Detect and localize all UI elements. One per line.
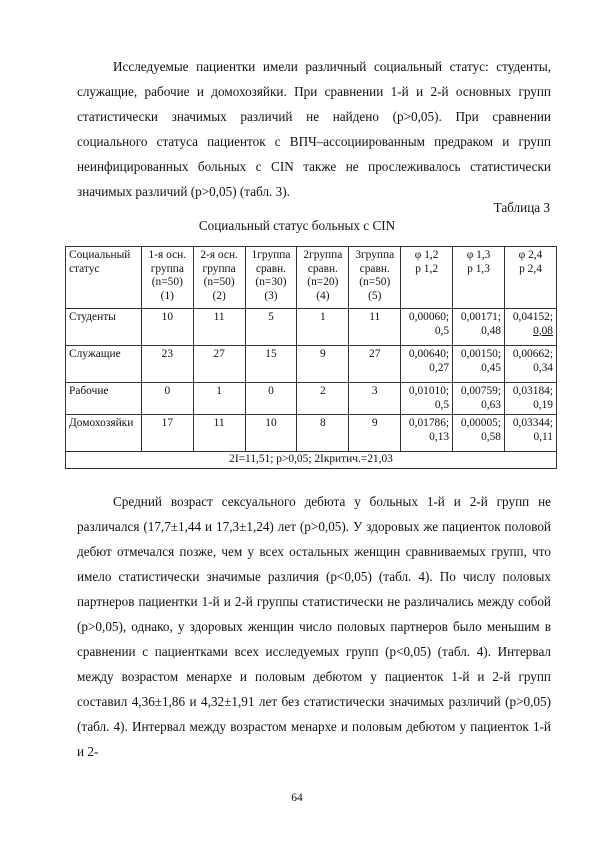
p-value: 0,45 (481, 361, 501, 374)
value-cell (349, 383, 401, 415)
table-row (66, 346, 557, 383)
phi-value: 0,00150; (460, 348, 501, 360)
header-line: (n=50) (151, 276, 183, 289)
page-number: 64 (291, 792, 303, 804)
value-cell (141, 383, 193, 415)
row-label-cell (66, 346, 142, 383)
value-cell (193, 415, 245, 452)
header-line: сравн. (255, 262, 287, 275)
value: 2 (320, 385, 326, 397)
p-value: 0,08 (533, 324, 553, 337)
value: 27 (213, 348, 225, 360)
header-line: 2группа (303, 249, 343, 261)
value-cell (193, 346, 245, 383)
table-footer-cell (66, 452, 557, 469)
phi-value: 0,01786; (408, 417, 450, 430)
header-line: сравн. (359, 262, 390, 275)
header-line: р 1,3 (467, 262, 490, 275)
value-cell (297, 309, 349, 346)
value-cell (245, 383, 297, 415)
phi-cell (505, 346, 557, 383)
phi-value: 0,00060; (408, 311, 450, 323)
value-cell (245, 309, 297, 346)
header-line: (3) (264, 289, 278, 302)
p-value: 0,19 (533, 398, 553, 411)
phi-cell (453, 346, 505, 383)
row-label: Рабочие (69, 385, 109, 397)
phi-cell (505, 383, 557, 415)
header-line: (n=50) (359, 276, 391, 289)
phi-cell (401, 309, 453, 346)
phi-value: 0,00759; (460, 385, 501, 397)
paragraph-age (77, 489, 551, 764)
value: 9 (320, 348, 326, 360)
header-line: сравн. (307, 262, 338, 275)
table-row (66, 309, 557, 346)
table-caption: Социальный статус больных с CIN (198, 218, 396, 233)
paragraph-intro-text: Исследуемые пациентки имели различный социальный статус: студенты, служащие, рабочие и домохозяйки. При сравнении 1-й и 2-й основных групп статистически значимых различий не найдено (р>0,05). При сравнении социального статуса пациенток с ВПЧ–ассоциированным предраком и групп неинфицированных больных с CIN также не прослеживалось статистически значимых различий (р>0,05) (табл. 3). (77, 59, 551, 199)
header-line: р 2,4 (519, 262, 542, 275)
phi-cell (505, 415, 557, 452)
phi-value: 0,03184; (512, 385, 553, 397)
table-header-row (66, 247, 557, 309)
row-label: Студенты (69, 311, 116, 323)
p-value: 0,34 (533, 361, 553, 374)
value: 1 (320, 311, 326, 323)
value-cell (349, 309, 401, 346)
row-label-cell (66, 309, 142, 346)
value: 27 (369, 348, 381, 360)
header-line: (2) (212, 289, 226, 302)
paragraph-age-text: Средний возраст сексуального дебюта у больных 1-й и 2-й групп не различался (17,7±1,44 и 17,3±1,24) лет (р>0,05). У здоровых же пациенток половой дебют отмечался позже, чем у всех остальных женщин сравниваемых групп, что имело статистически значимые различия (р<0,05) (табл. 4). По числу половых партнеров пациентки 1-й и 2-й группы статистически не различались между собой (р>0,05), однако, у здоровых женщин число половых партнеров было меньшим в сравнении с пациентками всех исследуемых групп (р<0,05) (табл. 4). Интервал между возрастом менархе и половым дебютом у пациенток 1-й и 2-й групп составил 4,36±1,86 и 4,32±1,91 лет без статистически значимых различий (р>0,05) (табл. 4). Интервал между возрастом менархе и половым дебютом у пациенток 1-й и 2- (77, 494, 551, 759)
value-cell (297, 346, 349, 383)
phi-cell (453, 415, 505, 452)
header-line: φ 1,3 (466, 249, 491, 261)
value: 3 (371, 385, 378, 397)
value: 0 (164, 385, 171, 397)
header-cell (297, 247, 349, 309)
row-label-cell (66, 383, 142, 415)
p-value: 0,63 (481, 398, 501, 411)
value: 0 (268, 385, 274, 397)
p-value: 0,5 (434, 398, 450, 411)
header-line: φ 2,4 (518, 249, 543, 261)
value: 1 (216, 385, 222, 397)
header-line: 3группа (355, 249, 395, 261)
paragraph-intro (77, 54, 551, 204)
phi-cell (401, 346, 453, 383)
header-cell (453, 247, 505, 309)
value: 11 (369, 311, 381, 323)
header-line: (5) (368, 289, 382, 302)
header-line: 1-я осн. (148, 249, 187, 261)
table-row (66, 415, 557, 452)
header-cell (245, 247, 297, 309)
header-cell (505, 247, 557, 309)
value: 15 (265, 348, 277, 360)
header-cell (193, 247, 245, 309)
value-cell (141, 309, 193, 346)
header-cell (401, 247, 453, 309)
phi-value: 0,00640; (408, 348, 450, 360)
p-value: 0,11 (533, 430, 553, 443)
p-value: 0,58 (481, 430, 501, 443)
header-line: р 1,2 (415, 262, 439, 275)
header-line: (n=50) (203, 276, 235, 289)
phi-value: 0,00171; (460, 311, 501, 323)
value: 11 (213, 417, 225, 430)
header-line: (n=30) (255, 276, 287, 289)
header-line: группа (202, 262, 236, 275)
value-cell (193, 383, 245, 415)
value-cell (141, 415, 193, 452)
table-footer-text: 2I=11,51; р>0,05; 2Iкритич.=21,03 (229, 453, 393, 466)
value: 5 (268, 311, 274, 323)
header-line: (4) (316, 289, 330, 302)
row-label-cell (66, 415, 142, 452)
value: 23 (161, 348, 174, 360)
header-cell (349, 247, 401, 309)
value-cell (141, 346, 193, 383)
value-cell (297, 415, 349, 452)
header-cell (141, 247, 193, 309)
value-cell (245, 346, 297, 383)
p-value: 0,5 (434, 324, 450, 337)
phi-cell (401, 415, 453, 452)
p-value: 0,48 (481, 324, 501, 337)
social-status-table (65, 246, 557, 469)
phi-value: 0,01010; (408, 385, 450, 397)
value: 10 (265, 417, 277, 430)
p-value: 0,13 (429, 430, 450, 443)
phi-cell (401, 383, 453, 415)
phi-value: 0,03344; (512, 417, 553, 430)
phi-cell (505, 309, 557, 346)
table-footer-row (66, 452, 557, 469)
value-cell (349, 415, 401, 452)
header-line: статус (69, 262, 100, 275)
header-cell (66, 247, 142, 309)
phi-cell (453, 309, 505, 346)
value: 9 (371, 417, 378, 430)
header-line: (n=20) (307, 276, 339, 289)
header-line: Социальный (69, 249, 131, 261)
p-value: 0,27 (429, 361, 450, 374)
header-line: φ 1,2 (414, 249, 439, 261)
value: 17 (161, 417, 174, 430)
header-line: 1группа (251, 249, 291, 261)
value-cell (193, 309, 245, 346)
value: 11 (213, 311, 225, 323)
phi-cell (453, 383, 505, 415)
phi-value: 0,00662; (512, 348, 553, 360)
value-cell (297, 383, 349, 415)
value: 8 (320, 417, 326, 430)
table-row (66, 383, 557, 415)
row-label: Служащие (69, 348, 121, 360)
phi-value: 0,00005; (460, 417, 501, 430)
phi-value: 0,04152; (512, 311, 553, 323)
row-label: Домохозяйки (69, 417, 134, 430)
value-cell (245, 415, 297, 452)
table-label: Таблица 3 (493, 200, 550, 215)
header-line: 2-я осн. (200, 249, 238, 261)
value: 10 (161, 311, 174, 323)
header-line: группа (150, 262, 184, 275)
header-line: (1) (160, 289, 174, 302)
value-cell (349, 346, 401, 383)
